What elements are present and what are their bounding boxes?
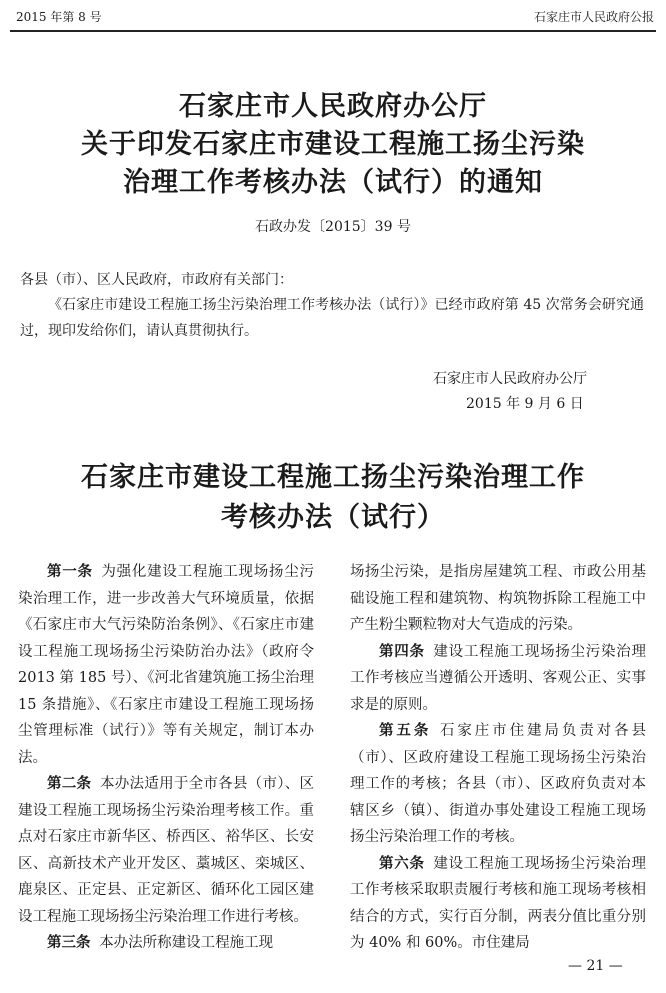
- article-text: 石家庄市住建局负责对各县（市）、区政府建设工程施工现场扬尘污染治理工作的考核；各县（市）、区政府负责对本辖区乡（镇）、街道办事处建设工程施工现场扬尘污染治理工作的考核。: [350, 723, 647, 845]
- right-column: [350, 559, 646, 957]
- article-text: 建设工程施工现场扬尘污染治理工作考核采取职责履行考核和施工现场考核相结合的方式，实行百分制，两表分值比重分别为 40% 和 60%。市住建局: [350, 855, 647, 951]
- regulation-title-line: 石家庄市建设工程施工扬尘污染治理工作: [81, 462, 585, 493]
- article-label: 第二条: [47, 776, 92, 792]
- notice-title-line: 关于印发石家庄市建设工程施工扬尘污染: [81, 129, 585, 160]
- publication-name: 石家庄市人民政府公报: [533, 10, 654, 24]
- salutation: 各县（市）、区人民政府，市政府有关部门：: [20, 272, 293, 288]
- article-label: 第四条: [379, 643, 425, 660]
- article-text: 本办法适用于全市各县（市）、区建设工程施工现场扬尘污染治理考核工作。重点对石家庄市新华区、桥西区、裕华区、长安区、高新技术产业开发区、藁城区、栾城区、鹿泉区、正定县、正定新区、循环化工园区建设工程施工现场扬尘污染治理工作进行考核。: [18, 776, 315, 925]
- article: [350, 851, 646, 957]
- article-text: 场扬尘污染，是指房屋建筑工程、市政公用基础设施工程和建筑物、构筑物拆除工程施工中产生粉尘颗粒物对大气造成的污染。: [350, 564, 646, 633]
- article-text: 为强化建设工程施工现场扬尘污染治理工作，进一步改善大气环境质量，依据《石家庄市大气污染防治条例》、《石家庄市建设工程施工现场扬尘污染防治办法》（政府令 2013 第 185 号）、《河北省建筑施工扬尘治理 15 条措施》、《石家庄市建设工程施工现场扬尘管理标准（试行）》等有关规定，制订本办法。: [18, 564, 315, 766]
- issue-number: 2015 年第 8 号: [16, 10, 102, 24]
- article: [18, 559, 314, 771]
- article-label: 第六条: [379, 855, 425, 872]
- notice-title-line: 石家庄市人民政府办公厅: [179, 91, 487, 122]
- article-label: 第三条: [47, 935, 91, 951]
- article-label: 第一条: [47, 564, 93, 580]
- left-column: [18, 559, 314, 957]
- article-text: 建设工程施工现场扬尘污染治理工作考核应当遵循公开透明、客观公正、实事求是的原则。: [350, 643, 647, 713]
- notice-title-line: 治理工作考核办法（试行）的通知: [123, 167, 543, 198]
- running-header: [10, 4, 656, 32]
- regulation-title-line: 考核办法（试行）: [221, 502, 445, 533]
- notice-title: [0, 88, 666, 202]
- article-text: 本办法所称建设工程施工现: [99, 935, 274, 951]
- signature-date: 2015 年 9 月 6 日: [466, 396, 584, 412]
- article-continuation: [350, 559, 646, 639]
- article: [18, 771, 314, 930]
- signature-organization: 石家庄市人民政府办公厅: [433, 371, 587, 387]
- article: [350, 639, 646, 719]
- document-number: 石政办发〔2015〕39 号: [255, 219, 411, 235]
- article-label: 第五条: [379, 723, 432, 739]
- article: [18, 930, 314, 957]
- notice-body: 《石家庄市建设工程施工扬尘污染治理工作考核办法（试行）》已经市政府第 45 次常务会研究通过，现印发给你们，请认真贯彻执行。: [20, 297, 644, 339]
- page-number: — 21 —: [568, 958, 623, 974]
- regulation-title: [0, 458, 666, 538]
- article: [350, 718, 646, 851]
